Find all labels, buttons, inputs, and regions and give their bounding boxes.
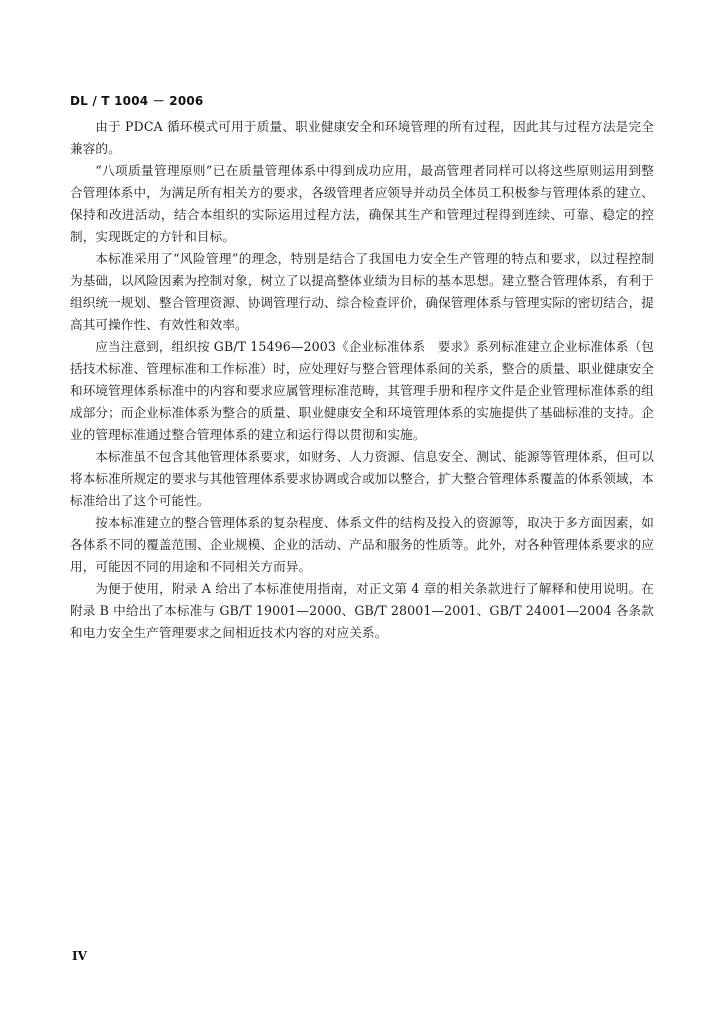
- paragraph-complexity: 按本标准建立的整合管理体系的复杂程度、体系文件的结构及投入的资源等，取决于多方面因素，如各体系不同的覆盖范围、企业规模、企业的活动、产品和服务的性质等。此外，对各种管理体系要求的应用，可能因不同的用途和不同相关方而异。: [70, 515, 654, 574]
- document-body: [70, 116, 654, 644]
- paragraph-quality-principles: “八项质量管理原则”已在质量管理体系中得到成功应用，最高管理者同样可以将这些原则运用到整合管理体系中，为满足所有相关方的要求，各级管理者应领导并动员全体员工积极参与管理体系的建立、保持和改进活动，结合本组织的实际运用过程方法，确保其生产和管理过程得到连续、可靠、稳定的控制，实现既定的方针和目标。: [70, 163, 654, 244]
- standard-code-header: DL / T 1004 － 2006: [70, 94, 204, 108]
- paragraph-annex-guide: 为便于使用，附录 A 给出了本标准使用指南，对正文第 4 章的相关条款进行了解释和使用说明。在附录 B 中给出了本标准与 GB/T 19001—2000、GB/T 28001—2001、GB/T 24001—2004 各条款和电力安全生产管理要求之间相近技术内容的对应关系。: [70, 581, 654, 640]
- paragraph-pdca: 由于 PDCA 循环模式可用于质量、职业健康安全和环境管理的所有过程，因此其与过程方法是完全兼容的。: [70, 119, 654, 156]
- paragraph-other-systems: 本标准虽不包含其他管理体系要求，如财务、人力资源、信息安全、测试、能源等管理体系，但可以将本标准所规定的要求与其他管理体系要求协调或合或加以整合，扩大整合管理体系覆盖的体系领域，本标准给出了这个可能性。: [70, 449, 654, 508]
- paragraph-enterprise-standards: 应当注意到，组织按 GB/T 15496—2003《企业标准体系 要求》系列标准建立企业标准体系（包括技术标准、管理标准和工作标准）时，应处理好与整合管理体系间的关系，整合的质量、职业健康安全和环境管理体系标准中的内容和要求应属管理标准范畴，其管理手册和程序文件是企业管理标准体系的组成部分；而企业标准体系为整合的质量、职业健康安全和环境管理体系的实施提供了基础标准的支持。企业的管理标准通过整合管理体系的建立和运行得以贯彻和实施。: [70, 339, 654, 442]
- paragraph-risk-management: 本标准采用了“风险管理”的理念，特别是结合了我国电力安全生产管理的特点和要求，以过程控制为基础，以风险因素为控制对象，树立了以提高整体业绩为目标的基本思想。建立整合管理体系，有利于组织统一规划、整合管理资源、协调管理行动、综合检查评价，确保管理体系与管理实际的密切结合，提高其可操作性、有效性和效率。: [70, 251, 654, 332]
- page-number: IV: [72, 949, 87, 963]
